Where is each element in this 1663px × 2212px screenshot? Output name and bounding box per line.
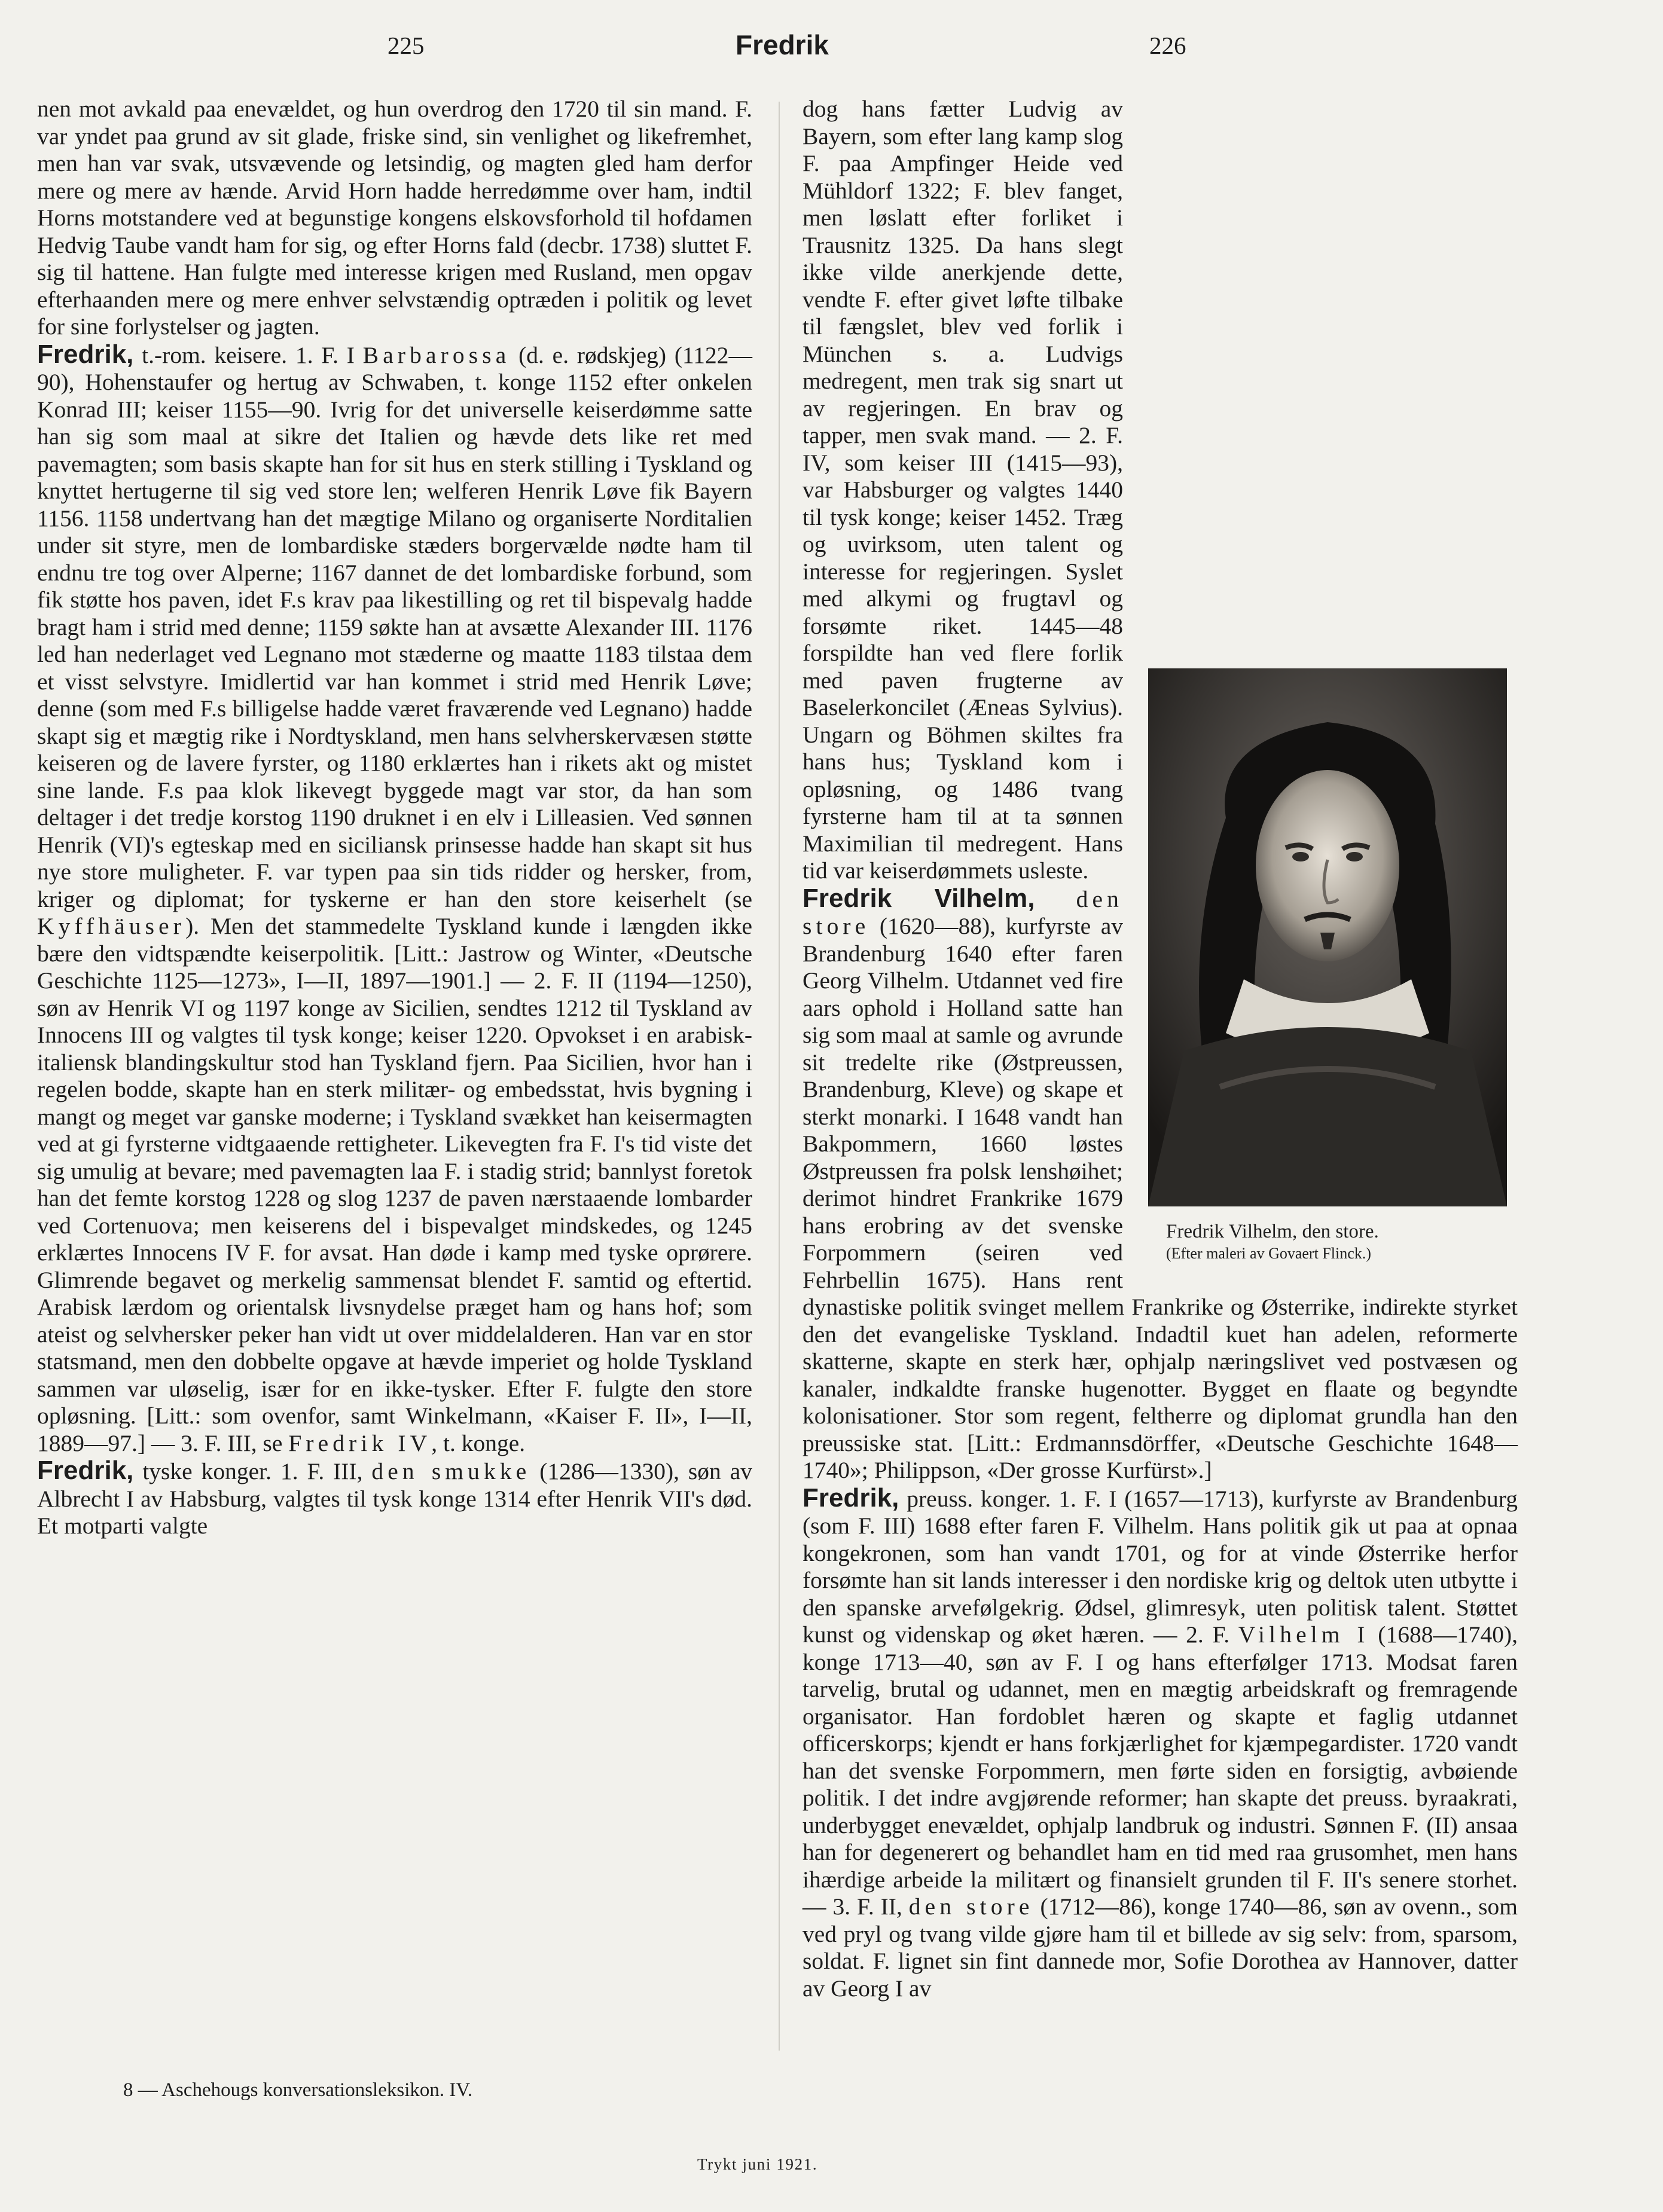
page-header: [0, 31, 1663, 73]
running-title: Fredrik: [736, 29, 829, 60]
entry-fredrik-romerske-keisere: Fredrik, t.-rom. keisere. 1. F. I Barbarossa (d. e. rødskjeg) (1122—90), Hohenstaufer og hertug av Schwaben, t. konge 1152 efter onkelen Konrad III; keiser 1155—90. Ivrig for det universelle keiserdømme satte han sig som maal at sikre det Italien og hævde dets like ret med pavemagten; som basis skapte han for sit hus en sterk stilling i Tyskland og knyttet hertugerne til sig ved store len; welferen Henrik Løve fik Bayern 1156. 1158 undertvang han det mægtige Milano og organiserte Norditalien under sit styre, men de lombardiske stæders borgervælde nødte ham til endnu tre tog over Alperne; 1167 dannet de det lombardiske forbund, som fik støtte hos paven, idet F.s krav paa likestilling og ret til bispevalg hadde bragt ham i strid med denne; 1159 søkte han at avsætte Alexander III. 1176 led han nederlaget ved Legnano mot stæderne og maatte 1183 tilstaa dem et visst selvstyre. Imidlertid var han kommet i strid med Henrik Løve; denne (som med F.s billigelse hadde været fraværende ved Legnano) hadde skapt sig et mægtig rike i Nordtyskland, men hans selvherskervæsen støtte keiseren og de lavere fyrster, og 1180 erklærtes han i rikets akt og mistet sine lande. F.s paa klok likevegt byggede magt var stor, da han som deltager i det tredje korstog 1190 druknet i en elv i Lilleasien. Ved sønnen Henrik (VI)'s egteskap med en siciliansk prinsesse hadde han skapt sit hus nye store muligheter. F. var typen paa sin tids ridder og hersker, from, kriger og diplomat; for tyskerne er han den store keiserhelt (se Kyffhäuser). Men det stammedelte Tyskland kunde i længden ikke bære den vidtspændte keiserpolitik. [Litt.: Jastrow og Winter, «Deutsche Geschichte 1125—1273», I—II, 1897—1901.] — 2. F. II (1194—1250), søn av Henrik VI og 1197 konge av Sicilien, sendtes 1212 til Tyskland av Innocens III og valgtes til tysk konge; keiser 1220. Opvokset i en arabisk-italiensk blandingskultur stod han Tyskland fjern. Paa Sicilien, hvor han i regelen bodde, skapte han en sterk militær- og embedsstat, hvis bygning i mangt og meget var ganske moderne; i Tyskland svækket han keisermagten ved at gi fyrsterne vidtgaaende rettigheter. Likevegten fra F. I's tid viste det sig umulig at bevare; med pavemagten laa F. i stadig strid; bannlyst foretok han det femte korstog 1228 og slog 1237 de paven nærstaaende lombarder ved Cortenuova; men keiserens del i bispevalget mindskedes, og 1245 erklærtes Innocens IV F. for avsat. Han døde i kamp med tyske oprørere. Glimrende begavet og merkelig sammensat blendet F. samtid og eftertid. Arabisk lærdom og orientalsk livsnydelse præget ham og hans hof; som ateist og selvhersker peker han vidt ut over middelalderen. Han var en stor statsmand, men den dobbelte opgave at hævde imperiet og holde Tyskland sammen var uløselig, især for en ikke-tysker. Efter F. fulgte den store opløsning. [Litt.: som ovenfor, samt Winkelmann, «Kaiser F. II», I—II, 1889—97.] — 3. F. III, se Fredrik IV, t. konge.: [37, 339, 753, 1456]
entry-continuation: nen mot avkald paa enevældet, og hun overdrog den 1720 til sin mand. F. var yndet paa grund av sit glade, friske sind, sin venlighet og likefremhet, men han var svak, utsvævende og letsindig, og magten gled ham derfor mere og mere av hænde. Arvid Horn hadde herredømme over ham, indtil Horns motstandere ved at begunstige kongens elskovsforhold til hofdamen Hedvig Taube vandt ham for sig, og efter Horns fald (decbr. 1738) sluttet F. sig til hattene. Han fulgte med interesse krigen med Rusland, men opgav efterhaanden mere og mere enhver selvstændig optræden i politik og levet for sine forlystelser og jagten.: [37, 96, 752, 340]
portrait-drawing: [1148, 668, 1507, 1206]
column-divider: [779, 102, 780, 2051]
figure-credit: (Efter maleri av Govaert Flinck.): [1166, 1245, 1371, 1262]
entry-continuation: dog hans fætter Ludvig av Bayern, som efter lang kamp slog F. paa Ampfinger Heide ved Mühldorf 1322; F. blev fanget, men løslatt efter forliket i Trausnitz 1325. Da hans slegt ikke vilde anerkjende dette, vendte F. efter givet løfte tilbake til fængslet, blev ved forlik i München s. a. Ludvigs medregent, men trak sig snart ut av regjeringen. En brav og tapper, men svak mand. — 2. F. IV, som keiser III (1415—93), var Habsburger og valgtes 1440 til tysk konge; keiser 1452. Træg og uvirksom, uten talent og interesse for regjeringen. Syslet med alkymi og frugtavl og forsømte riket. 1445—48 forspildte han ved flere forlik med paven frugterne av Baselerkoncilet (Æneas Sylvius). Ungarn og Böhmen skiltes fra hans hus; Tyskland kom i opløsning, og 1486 tvang fyrsterne ham til at ta sønnen Maximilian til medregent. Hans tid var keiserdømmets usleste.: [802, 96, 1123, 884]
left-column: [37, 96, 752, 1540]
portrait-image: [1148, 668, 1507, 1206]
figure-caption: Fredrik Vilhelm, den store.: [1166, 1221, 1379, 1242]
entry-headword: Fredrik,: [802, 1483, 899, 1513]
entry-fredrik-vilhelm: Fredrik Vilhelm, den store (1620—88), kurfyrste av Brandenburg 1640 efter faren Georg Vilhelm. Utdannet ved fire aars ophold i Holland satte han sig som maal at samle og avrunde sit tredelte rike (Østpreussen, Brandenburg, Kleve) og skape et sterkt monarki. I 1648 vandt han Bakpommern, 1660 løstes Østpreussen fra polsk lenshøihet; derimot hindret Frankrike 1679 hans erobring av det svenske Forpommern (seiren ved Fehrbellin 1675). Hans rent dynastiske politik svinget mellem Frankrike og Østerrike, indirekte styrket den det evangeliske Tyskland. Indadtil kuet han adelen, reformerte skatterne, skapte en sterk hær, ophjalp næringslivet ved postvæsen og kanaler, indkaldte franske hugenotter. Bygget en flaate og begyndte kolonisationer. Stor som regent, feltherre og diplomat grundla han den preussiske stat. [Litt.: Erdmannsdörffer, «Deutsche Geschichte 1648—1740»; Philippson, «Der grosse Kurfürst».]: [802, 883, 1518, 1483]
entry-headword: Fredrik,: [37, 339, 134, 369]
entry-headword: Fredrik,: [37, 1456, 134, 1485]
entry-fredrik-preussiske-konger: Fredrik, preuss. konger. 1. F. I (1657—1713), kurfyrste av Brandenburg (som F. III) 1688 efter faren F. Vilhelm. Hans politik gik ut paa at opnaa kongekronen, som han vandt 1701, og for at vinde Østerrike herfor forsømte han sit lands interesser i den nordiske krig og deltok uten utbytte i den spanske arvefølgekrig. Ødsel, glimresyk, uten politisk talent. Støttet kunst og videnskap og øket hæren. — 2. F. Vilhelm I (1688—1740), konge 1713—40, søn av F. I og hans efterfølger 1713. Modsat faren tarvelig, brutal og udannet, men en mægtig arbeidskraft og fremragende organisator. Han fordoblet hæren og skapte et faglig utdannet officerskorps; kjendt er hans forkjærlighet for kjæmpegardister. 1720 vandt han det svenske Forpommern, men førte siden en forsigtig, avbøiende politik. I det indre avgjørende reformer; han skapte det preuss. byraakrati, underbygget enevældet, ophjalp landbruk og industri. Sønnen F. (II) ansaa han for degenerert og behandlet ham en tid med raa grusomhet, men hans ihærdige arbeide la militært og finansielt grunden til F. II's senere storhet. — 3. F. II, den store (1712—86), konge 1740—86, søn av ovenn., som ved pryl og tvang vilde gjøre ham til et billede av sig selv: from, sparsom, soldat. F. lignet sin fint dannede mor, Sofie Dorothea av Hannover, datter av Georg I av: [802, 1483, 1518, 2002]
page-number-left: 225: [387, 32, 425, 59]
entry-headword: Fredrik Vilhelm,: [802, 883, 1035, 913]
print-date: Trykt juni 1921.: [697, 2155, 818, 2173]
signature-line: 8 — Aschehougs konversationsleksikon. IV.: [123, 2079, 473, 2101]
page-number-right: 226: [1149, 32, 1186, 59]
portrait-figure: [1148, 668, 1525, 1272]
entry-fredrik-tyske-konger: Fredrik, tyske konger. 1. F. III, den smukke (1286—1330), søn av Albrecht I av Habsburg, valgtes til tysk konge 1314 efter Henrik VII's død. Et motparti valgte: [37, 1456, 752, 1539]
